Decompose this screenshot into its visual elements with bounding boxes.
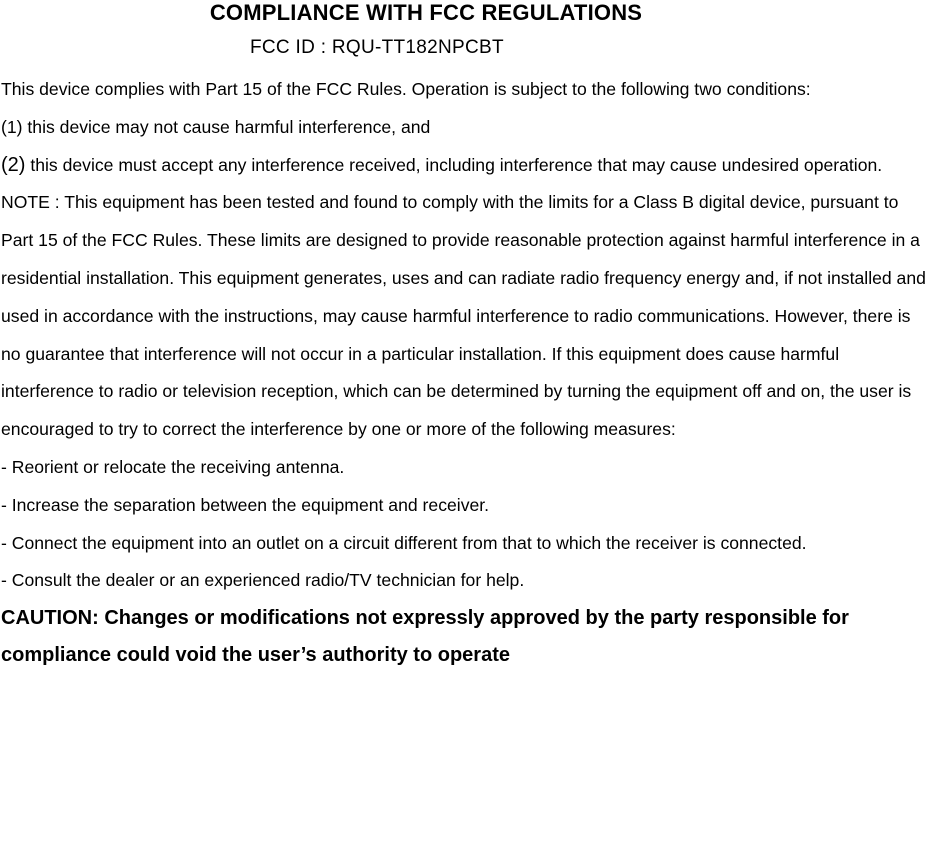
- measure-item: - Increase the separation between the equipment and receiver.: [1, 494, 490, 515]
- fcc-id: FCC ID : RQU-TT182NPCBT: [250, 37, 504, 58]
- intro-paragraph: This device complies with Part 15 of the FCC Rules. Operation is subject to the following two conditions:: [1, 79, 811, 99]
- condition-2-number: (2): [1, 153, 26, 176]
- measure-item: - Consult the dealer or an experienced radio/TV technician for help.: [1, 570, 525, 591]
- document-title: COMPLIANCE WITH FCC REGULATIONS: [209, 0, 643, 25]
- document-body: [1, 71, 932, 674]
- measure-item: - Reorient or relocate the receiving antenna.: [1, 456, 345, 477]
- condition-2-text: this device must accept any interference received, including interference that may cause undesired operation.: [25, 154, 883, 175]
- caution-paragraph: CAUTION: Changes or modifications not expressly approved by the party responsible for compliance could void the user’s authority to operate: [1, 607, 849, 667]
- condition-1: (1) this device may not cause harmful interference, and: [1, 116, 431, 137]
- measure-item: - Connect the equipment into an outlet on a circuit different from that to which the receiver is connected.: [1, 532, 807, 553]
- note-paragraph: NOTE : This equipment has been tested and found to comply with the limits for a Class B digital device, pursuant to Part 15 of the FCC Rules. These limits are designed to provide reasonable protection against harmful interference in a residential installation. This equipment generates, uses and can radiate radio frequency energy and, if not installed and used in accordance with the instructions, may cause harmful interference to radio communications. However, there is no guarantee that interference will not occur in a particular installation. If this equipment does cause harmful interference to radio or television reception, which can be determined by turning the equipment off and on, the user is encouraged to try to correct the interference by one or more of the following measures:: [1, 192, 926, 440]
- condition-2: [1, 147, 932, 185]
